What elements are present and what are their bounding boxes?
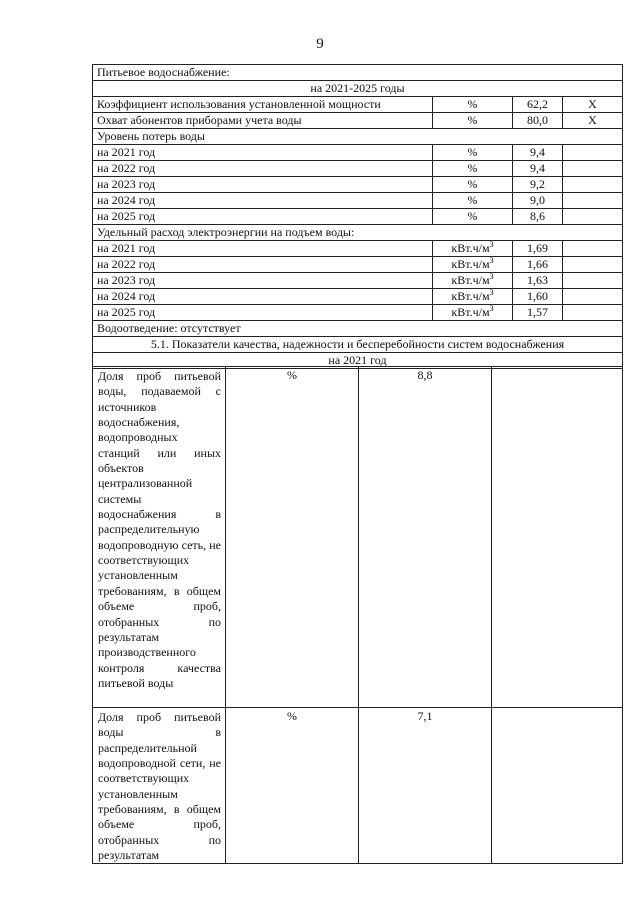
indicator-value: 9,0	[513, 193, 563, 209]
table-row	[93, 193, 623, 209]
indicator-unit: %	[226, 367, 359, 708]
quality-table	[92, 366, 623, 864]
indicator-unit	[433, 289, 513, 305]
unit-base: кВт.ч/м	[451, 289, 490, 303]
table-row	[93, 273, 623, 289]
indicator-value: 1,57	[513, 305, 563, 321]
indicator-value: 62,2	[513, 97, 563, 113]
table-row	[93, 97, 623, 113]
indicator-unit: %	[433, 209, 513, 225]
year-label: на 2024 год	[93, 193, 433, 209]
losses-title-row	[93, 129, 623, 145]
table-row	[93, 257, 623, 273]
table-row	[93, 305, 623, 321]
table-row	[93, 177, 623, 193]
empty-cell	[563, 305, 623, 321]
table-row	[93, 708, 623, 864]
indicator-value: 8,8	[359, 367, 492, 708]
unit-superscript: 3	[489, 240, 494, 249]
indicator-unit: %	[433, 97, 513, 113]
indicator-unit: %	[433, 145, 513, 161]
quality-header: 5.1. Показатели качества, надежности и бесперебойности систем водоснабжения	[93, 337, 623, 353]
empty-cell	[563, 161, 623, 177]
indicator-unit: %	[433, 113, 513, 129]
year-label: на 2021 год	[93, 145, 433, 161]
indicator-description: Доля проб питьевой воды, подаваемой с источников водоснабжения, водопроводных станций или иных объектов централизованной системы водоснабжения в распределительную водопроводную сеть, не соответствующих установленным требованиям, в общем объеме проб, отобранных по результатам производственного контроля качества питьевой воды	[93, 367, 226, 708]
indicator-unit: %	[433, 161, 513, 177]
quality-year: на 2021 год	[93, 353, 623, 369]
section-title: Питьевое водоснабжение:	[93, 65, 623, 81]
empty-cell	[563, 209, 623, 225]
empty-cell	[563, 257, 623, 273]
indicator-value: 1,69	[513, 241, 563, 257]
year-label: на 2022 год	[93, 257, 433, 273]
empty-cell	[563, 273, 623, 289]
year-label: на 2021 год	[93, 241, 433, 257]
energy-title-row	[93, 225, 623, 241]
year-label: на 2023 год	[93, 273, 433, 289]
table-row	[93, 209, 623, 225]
period-header: на 2021-2025 годы	[93, 81, 623, 97]
indicator-mark: Х	[563, 113, 623, 129]
indicator-unit	[433, 241, 513, 257]
empty-cell	[563, 289, 623, 305]
section-title-row	[93, 65, 623, 81]
period-header-row	[93, 81, 623, 97]
sewage-note: Водоотведение: отсутствует	[93, 321, 623, 337]
page-number: 9	[316, 36, 324, 52]
table-row	[93, 161, 623, 177]
indicator-value: 9,4	[513, 145, 563, 161]
indicator-mark: Х	[563, 97, 623, 113]
indicator-value: 1,66	[513, 257, 563, 273]
unit-base: кВт.ч/м	[451, 241, 490, 255]
indicator-description: Доля проб питьевой воды в распределительной водопроводной сети, не соответствующих установленным требованиям, в общем объеме проб, отобранных по результатам	[93, 708, 226, 864]
unit-base: кВт.ч/м	[451, 305, 490, 319]
indicators-table	[92, 64, 623, 369]
empty-cell	[563, 193, 623, 209]
indicator-unit: %	[433, 177, 513, 193]
year-label: на 2025 год	[93, 305, 433, 321]
indicator-label: Охват абонентов приборами учета воды	[93, 113, 433, 129]
empty-cell	[563, 241, 623, 257]
unit-superscript: 3	[489, 304, 494, 313]
indicator-value: 8,6	[513, 209, 563, 225]
unit-base: кВт.ч/м	[451, 257, 490, 271]
indicator-unit: %	[433, 193, 513, 209]
year-label: на 2023 год	[93, 177, 433, 193]
energy-title: Удельный расход электроэнергии на подъем воды:	[93, 225, 623, 241]
unit-superscript: 3	[489, 256, 494, 265]
indicator-unit	[433, 257, 513, 273]
table-row	[93, 145, 623, 161]
empty-cell	[492, 367, 623, 708]
indicator-value: 80,0	[513, 113, 563, 129]
indicator-unit	[433, 305, 513, 321]
indicator-value: 1,63	[513, 273, 563, 289]
table-row	[93, 113, 623, 129]
indicator-unit: %	[226, 708, 359, 864]
table-row	[93, 289, 623, 305]
quality-header-row	[93, 337, 623, 353]
year-label: на 2024 год	[93, 289, 433, 305]
unit-superscript: 3	[489, 288, 494, 297]
sewage-row	[93, 321, 623, 337]
indicator-label: Коэффициент использования установленной мощности	[93, 97, 433, 113]
empty-cell	[563, 145, 623, 161]
unit-base: кВт.ч/м	[451, 273, 490, 287]
empty-cell	[492, 708, 623, 864]
indicator-unit	[433, 273, 513, 289]
indicator-value: 9,2	[513, 177, 563, 193]
unit-superscript: 3	[489, 272, 494, 281]
indicator-value: 7,1	[359, 708, 492, 864]
indicator-value: 9,4	[513, 161, 563, 177]
table-row	[93, 367, 623, 708]
year-label: на 2022 год	[93, 161, 433, 177]
losses-title: Уровень потерь воды	[93, 129, 623, 145]
indicator-value: 1,60	[513, 289, 563, 305]
year-label: на 2025 год	[93, 209, 433, 225]
table-row	[93, 241, 623, 257]
empty-cell	[563, 177, 623, 193]
